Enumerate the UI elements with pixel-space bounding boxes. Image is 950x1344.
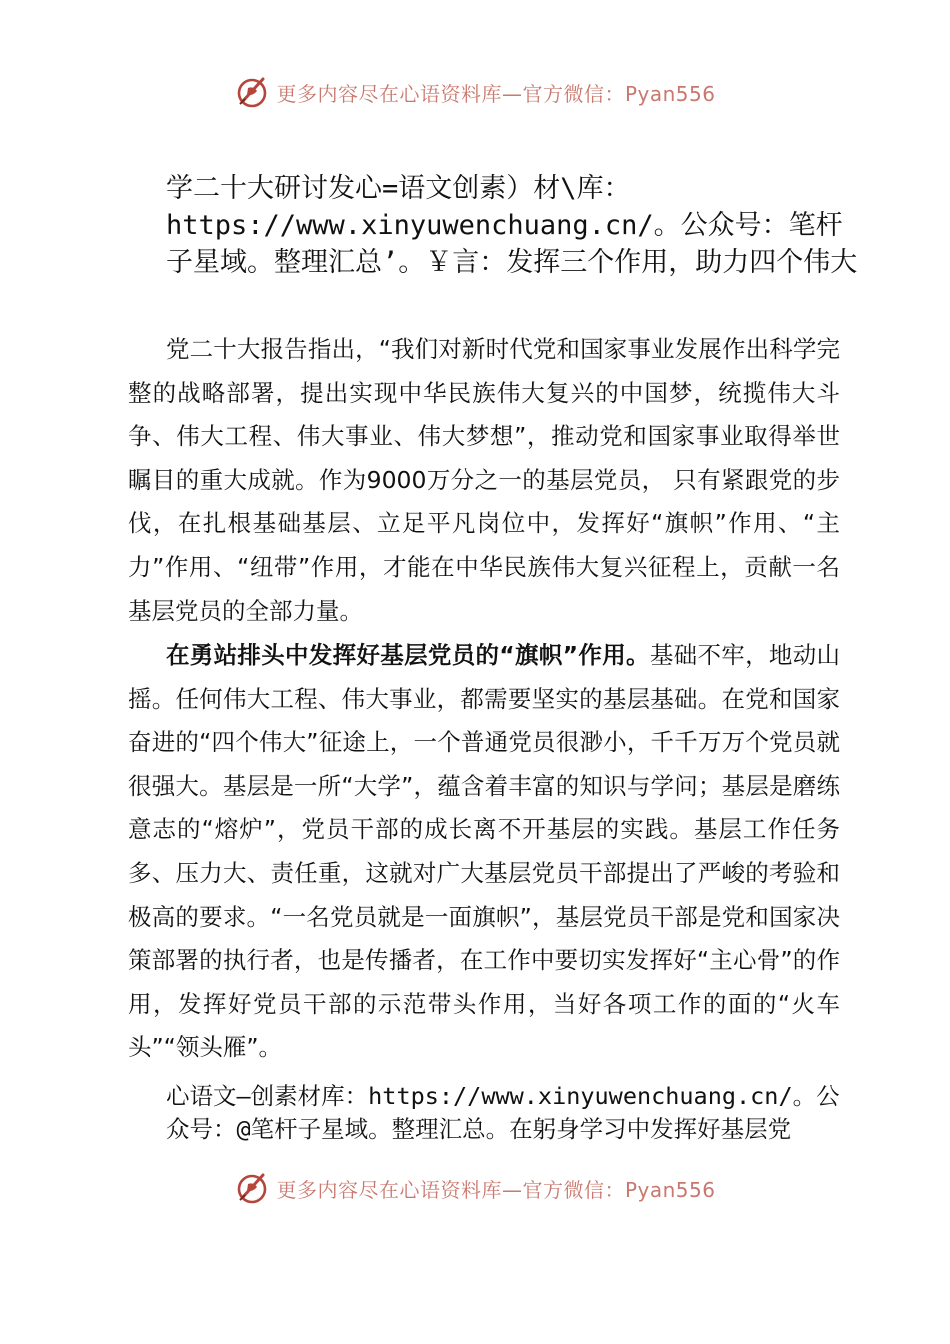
banner-text: 更多内容尽在心语资料库—官方微信：Pyan556 [276,1177,716,1202]
quill-seal-icon [234,1170,270,1206]
paragraph-body: 基础不牢，地动山摇。任何伟大工程、伟大事业，都需要坚实的基层基础。在党和国家奋进的“四个伟大”征途上，一个普通党员很渺小，千千万万个党员就很强大。基层是一所“大学”，蕴含着丰富的知识与学问；基层是磨练意志的“熔炉”，党员干部的成长离不开基层的实践。基层工作任务多、压力大、责任重，这就对广大基层党员干部提出了严峻的考验和极高的要求。“一名党员就是一面旗帜”，基层党员干部是党和国家决策部署的执行者，也是传播者，在工作中要切实发挥好“主心骨”的作用，发挥好党员干部的示范带头作用，当好各项工作的面的“火车头”“领头雁”。 [128,641,841,1062]
quill-seal-icon [234,74,270,110]
paragraph-flag-role [128,634,840,1070]
paragraph-tail: 心语文—创素材库：https://www.xinyuwenchuang.cn/。公众号：@笔杆子星域。整理汇总。在躬身学习中发挥好基层党 [166,1082,840,1143]
paragraph-intro: 党二十大报告指出，“我们对新时代党和国家事业发展作出科学完整的战略部署，提出实现中华民族伟大复兴的中国梦，统揽伟大斗争、伟大工程、伟大事业、伟大梦想”，推动党和国家事业取得举世瞩目的重大成就。作为9000万分之一的基层党员， 只有紧跟党的步伐，在扎根基础基层、立足平凡岗位中，发挥好“旗帜”作用、“主力”作用、“纽带”作用，才能在中华民族伟大复兴征程上，贡献一名基层党员的全部力量。 [128,335,840,625]
footer-banner [0,1168,950,1208]
header-banner [0,72,950,112]
document-title: 学二十大研讨发心=语文创素）材\库：https://www.xinyuwenchuang.cn/。公众号：笔杆子星域。整理汇总’。￥言：发挥三个作用，助力四个伟大 [166,173,858,278]
banner-text: 更多内容尽在心语资料库—官方微信：Pyan556 [276,81,716,106]
paragraph-heading: 在勇站排头中发挥好基层党员的“旗帜”作用。 [166,641,650,669]
